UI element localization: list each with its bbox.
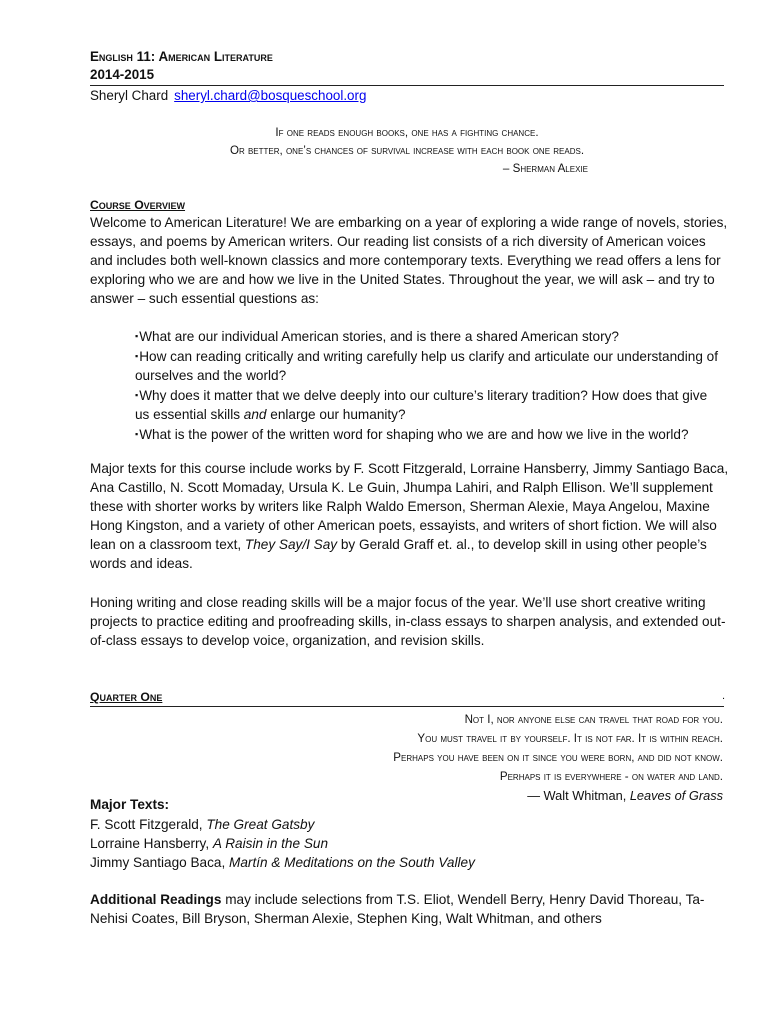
list-item: Lorraine Hansberry, A Raisin in the Sun [90,836,329,851]
additional-readings-label: Additional Readings [90,892,222,907]
course-title: English 11: American Literature [90,49,273,64]
bullet-icon: ▪ [135,350,139,361]
list-item: F. Scott Fitzgerald, The Great Gatsby [90,817,315,832]
epigraph-line: Not I, nor anyone else can travel that road for you. [464,713,723,726]
epigraph-line: You must travel it by yourself. It is not far. It is within reach. [417,732,723,745]
quarter-divider [90,706,724,707]
teacher-contact [90,87,366,105]
epigraph-attribution: – Sherman Alexie [502,162,588,175]
skills-paragraph: Honing writing and close reading skills will be a major focus of the year. We’ll use short creative writing projects to practice editing and proofreading skills, in-class essays to sharpen analysis, and extended out-of-class essays to develop voice, organization, and revision skills. [90,595,726,648]
epigraph-line: If one reads enough books, one has a fighting chance. [275,126,539,139]
list-item: ▪Why does it matter that we delve deeply into our culture’s literary tradition? How does that give us essential skills and enlarge our humanity? [135,387,708,422]
opening-epigraph [90,124,724,178]
epigraph-line: Or better, one’s chances of survival increase with each book one reads. [229,144,585,157]
list-item: ▪What are our individual American stories, and is there a shared American story? [135,329,619,344]
additional-readings: Additional Readings may include selections from T.S. Eliot, Wendell Berry, Henry David Thoreau, Ta-Nehisi Coates, Bill Bryson, Sherman Alexie, Stephen King, Walt Whitman, and others [90,892,705,926]
essential-questions-list [135,327,725,444]
bullet-icon: ▪ [135,389,139,400]
major-texts-heading: Major Texts: [90,797,170,812]
overview-intro: Welcome to American Literature! We are embarking on a year of exploring a wide range of novels, stories, essays, and poems by American writers. Our reading list consists of a rich diversity of American voices and includes both well-known classics and more contemporary texts. Everything we read offers a lens for exploring who we are and how we live in the United States. Throughout the year, we will ask – and try to answer – such essential questions as: [90,215,728,306]
bullet-icon: ▪ [135,428,139,439]
section-heading-quarter-one: Quarter One [90,690,163,704]
header-divider [90,85,724,86]
school-year: 2014-2015 [90,67,155,82]
course-header [90,48,724,84]
list-item: Jimmy Santiago Baca, Martín & Meditations on the South Valley [90,855,475,870]
list-item: ▪What is the power of the written word for shaping who we are and how we live in the world? [135,426,689,442]
epigraph-line: Perhaps it is everywhere - on water and land. [499,770,723,783]
teacher-name: Sheryl Chard [90,88,169,103]
whitman-epigraph [123,710,723,805]
major-texts-paragraph: Major texts for this course include works by F. Scott Fitzgerald, Lorraine Hansberry, Jimmy Santiago Baca, Ana Castillo, N. Scott Momaday, Ursula K. Le Guin, Jhumpa Lahiri, and Ralph Ellison. We’ll supplement these with shorter works by writers like Ralph Waldo Emerson, Sherman Alexie, Maya Angelou, Maxine Hong Kingston, and a variety of other American poets, essayists, and writers of short fiction. We will also lean on a classroom text, They Say/I Say by Gerald Graff et. al., to develop skill in using other people’s words and ideas. [90,461,729,571]
teacher-email-link[interactable]: sheryl.chard@bosqueschool.org [174,88,367,103]
stray-mark: . [722,690,726,702]
section-heading-overview: Course Overview [90,198,186,212]
bullet-icon: ▪ [135,331,139,341]
list-item: ▪How can reading critically and writing carefully help us clarify and articulate our understanding of ourselves and the world? [135,348,718,383]
major-texts-list [90,815,475,872]
epigraph-attribution: — Walt Whitman, Leaves of Grass [527,788,723,803]
epigraph-line: Perhaps you have been on it since you were born, and did not know. [393,751,723,764]
